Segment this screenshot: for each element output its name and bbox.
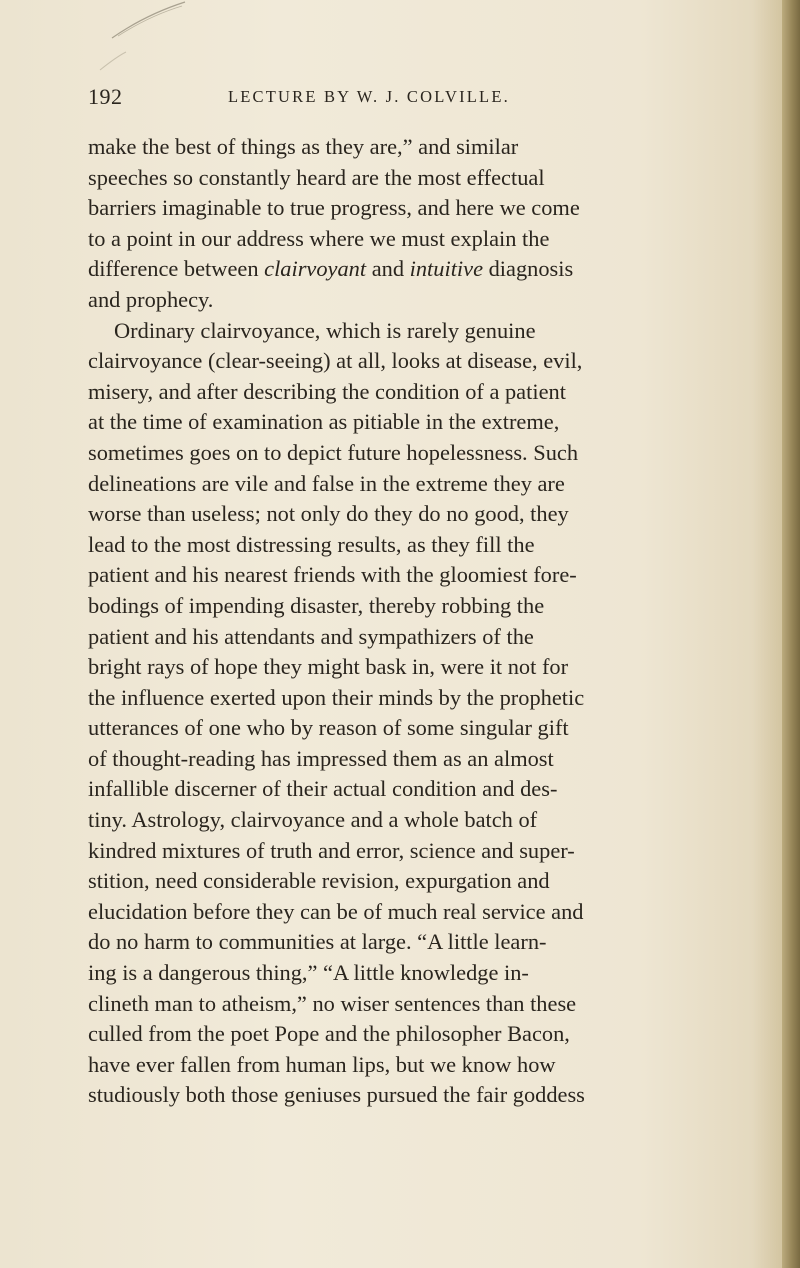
text-run: difference between bbox=[88, 256, 265, 282]
page-number: 192 bbox=[88, 84, 123, 109]
text-line: studiously both those geniuses pursued the fair goddess bbox=[88, 1082, 585, 1108]
text-line: utterances of one who by reason of some singular gift bbox=[88, 715, 569, 741]
text-line: have ever fallen from human lips, but we know how bbox=[88, 1051, 556, 1077]
text-line: do no harm to communities at large. “A little learn- bbox=[88, 929, 547, 955]
text-line: barriers imaginable to true progress, and here we come bbox=[88, 195, 580, 221]
text-line: speeches so constantly heard are the most effectual bbox=[88, 164, 545, 190]
text-line: kindred mixtures of truth and error, science and super- bbox=[88, 837, 575, 863]
text-line: elucidation before they can be of much real service and bbox=[88, 898, 584, 924]
text-line: clairvoyance (clear-seeing) at all, looks at disease, evil, bbox=[88, 348, 583, 374]
text-line: of thought-reading has impressed them as an almost bbox=[88, 745, 554, 771]
text-line: make the best of things as they are,” and similar bbox=[88, 134, 519, 159]
text-line: stition, need considerable revision, expurgation and bbox=[88, 868, 550, 894]
text-line: clineth man to atheism,” no wiser sentences than these bbox=[88, 990, 577, 1016]
text-line: tiny. Astrology, clairvoyance and a whole batch of bbox=[88, 807, 538, 833]
text-line: patient and his nearest friends with the gloomiest fore- bbox=[88, 562, 577, 588]
text-line: ing is a dangerous thing,” “A little knowledge in- bbox=[88, 960, 529, 986]
page-header bbox=[88, 84, 748, 110]
text-line: the influence exerted upon their minds by the prophetic bbox=[88, 684, 585, 710]
text-line: bright rays of hope they might bask in, were it not for bbox=[88, 654, 569, 680]
text-line: delineations are vile and false in the extreme they are bbox=[88, 470, 565, 496]
text-line: sometimes goes on to depict future hopelessness. Such bbox=[88, 439, 579, 465]
body-text bbox=[88, 132, 788, 1111]
paragraph-start-line: Ordinary clairvoyance, which is rarely genuine bbox=[114, 317, 536, 343]
text-run: diagnosis bbox=[483, 256, 574, 282]
italic-term-intuitive: intuitive bbox=[409, 256, 484, 282]
page-binding-edge bbox=[782, 0, 800, 1268]
text-line bbox=[88, 254, 788, 285]
text-line: worse than useless; not only do they do no good, they bbox=[88, 501, 569, 527]
text-line: to a point in our address where we must explain the bbox=[88, 225, 550, 251]
text-line: and prophecy. bbox=[88, 286, 214, 312]
text-line: lead to the most distressing results, as they fill the bbox=[88, 531, 535, 557]
text-line: culled from the poet Pope and the philosopher Bacon, bbox=[88, 1021, 570, 1047]
text-line: infallible discerner of their actual condition and des- bbox=[88, 776, 558, 802]
italic-term-clairvoyant: clairvoyant bbox=[264, 256, 367, 282]
text-line: bodings of impending disaster, thereby robbing the bbox=[88, 592, 545, 618]
text-line: misery, and after describing the condition of a patient bbox=[88, 378, 566, 404]
running-head: LECTURE BY W. J. COLVILLE. bbox=[228, 87, 510, 106]
text-line: patient and his attendants and sympathizers of the bbox=[88, 623, 534, 649]
text-run: and bbox=[366, 256, 410, 282]
text-line: at the time of examination as pitiable in the extreme, bbox=[88, 409, 560, 435]
